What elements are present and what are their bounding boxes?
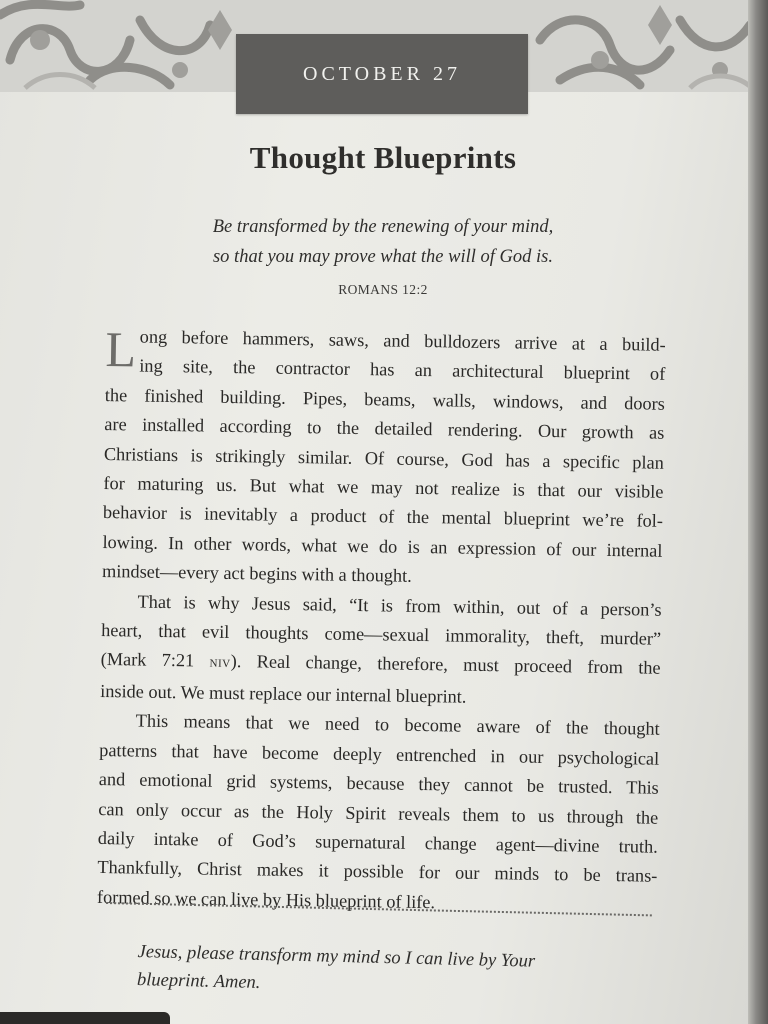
body-line: mindset—every act begins with a thought. xyxy=(101,561,412,587)
body-line: for maturing us. But what we may not realize is that our visible xyxy=(103,473,664,502)
devotional-body xyxy=(97,322,666,921)
body-line: L ong before hammers, saws, and bulldozers arrive at a build- xyxy=(105,321,666,378)
body-line: can only occur as the Holy Spirit reveals them to us through the xyxy=(98,798,659,828)
body-line: the finished building. Pipes, beams, walls, windows, and doors xyxy=(104,384,665,414)
body-line: This means that we need to become aware of the thought xyxy=(135,710,660,740)
body-line-citation: (Mark 7:21 niv). Real change, therefore, must proceed from the xyxy=(100,649,661,679)
body-line: heart, that evil thoughts come—sexual immorality, theft, murder” xyxy=(101,620,662,649)
drop-cap: L xyxy=(105,321,137,378)
scripture-verse xyxy=(0,212,752,272)
verse-reference: ROMANS 12:2 xyxy=(338,282,428,297)
body-line: patterns that have become deeply entrenched in our psychological xyxy=(99,739,660,769)
bible-version-label: niv xyxy=(209,655,231,672)
verse-line: so that you may prove what the will of God is. xyxy=(212,247,553,267)
body-line: Christians is strikingly similar. Of course, God has a specific plan xyxy=(103,443,665,473)
prayer-line: Jesus, please transform my mind so I can live by Your xyxy=(137,941,536,972)
closing-prayer xyxy=(137,938,608,1005)
body-line: inside out. We must replace our internal blueprint. xyxy=(100,680,467,707)
body-line: Thankfully, Christ makes it possible for our minds to be trans- xyxy=(97,857,658,887)
date-banner: OCTOBER 27 xyxy=(236,34,528,114)
body-line: and emotional grid systems, because they cannot be trusted. This xyxy=(98,769,659,798)
bottom-shadow xyxy=(0,1012,170,1024)
body-line: behavior is inevitably a product of the mental blueprint we’re fol- xyxy=(102,502,664,532)
body-line: ing site, the contractor has an architectural blueprint of xyxy=(139,355,666,385)
body-line: formed so we can live by His blueprint of life. xyxy=(96,886,436,912)
page-edge xyxy=(748,0,768,1024)
body-line: are installed according to the detailed rendering. Our growth as xyxy=(104,414,665,444)
body-line: daily intake of God’s supernatural change agent—divine truth. xyxy=(97,827,658,857)
prayer-line: blueprint. Amen. xyxy=(136,969,261,994)
verse-line: Be transformed by the renewing of your mind, xyxy=(212,217,554,237)
body-line: That is why Jesus said, “It is from within, out of a person’s xyxy=(137,591,662,620)
body-line: lowing. In other words, what we do is an expression of our internal xyxy=(102,531,663,561)
page-title: Thought Blueprints xyxy=(249,140,517,175)
